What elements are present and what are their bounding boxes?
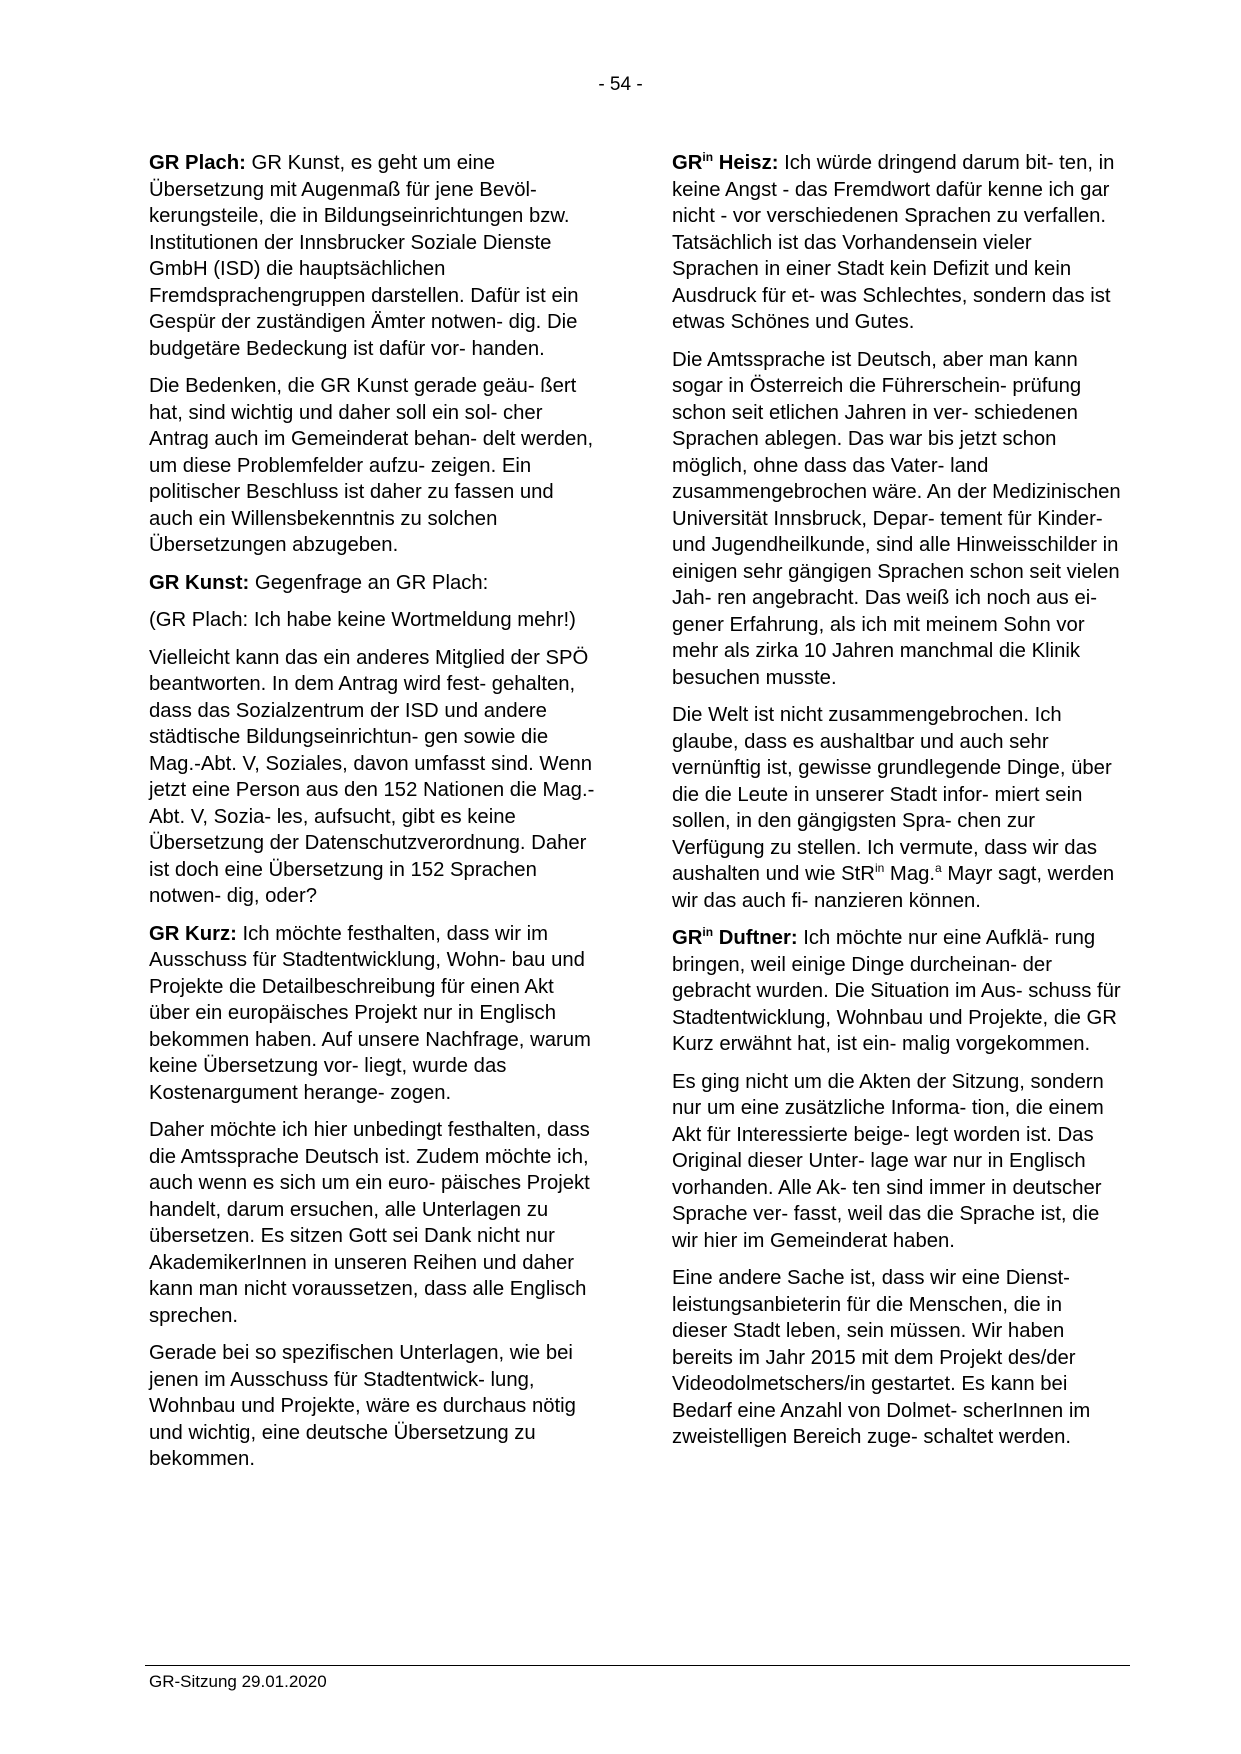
speaker-name: GR Kurz: [149,922,237,945]
paragraph-kunst [149,570,599,597]
footer-divider [145,1665,1130,1666]
right-column [672,150,1122,1462]
speaker-surname: Duftner: [713,927,798,949]
paragraph-text: Gegenfrage an GR Plach: [249,571,489,594]
speaker-title-superscript: in [702,150,714,165]
paragraph [672,702,1122,914]
paragraph-kurz [149,921,599,1107]
left-column [149,150,599,1484]
speaker-surname: Heisz: [713,152,779,174]
speaker-title-superscript: in [702,925,714,940]
speaker-name [672,152,778,174]
paragraph-text: Ich möchte nur eine Aufklä- rung bringen, weil einige Dinge durcheinan- der gebracht wurden. Die Situation im Aus- schuss für Stadtentwicklung, Wohnbau und Projekte, die GR Kurz erwähnt hat, ist ein- malig vorgekommen. [672,927,1121,1055]
paragraph-text: Mag. [884,863,936,885]
paragraph-interjection: (GR Plach: Ich habe keine Wortmeldung mehr!) [149,609,576,631]
footer-session-date: GR-Sitzung 29.01.2020 [149,1672,327,1691]
paragraph-text: Ich würde dringend darum bit- ten, in keine Angst - das Fremdwort dafür kenne ich gar nicht - vor verschiedenen Sprachen zu verfallen. Tatsächlich ist das Vorhandensein vieler Sprachen in einer Stadt kein Defizit und kein Ausdruck für et- was Schlechtes, sondern das ist etwas Schönes und Gutes. [672,152,1115,333]
page-number: - 54 - [598,74,643,95]
paragraph: Die Bedenken, die GR Kunst gerade geäu- ßert hat, sind wichtig und daher soll ein sol- cher Antrag auch im Gemeinderat behan- delt werden, um diese Problemfelder aufzu- zeigen. Ein politischer Beschluss ist daher zu fassen und auch ein Willensbekenntnis zu solchen Übersetzungen abzugeben. [149,375,594,556]
paragraph-heisz [672,150,1122,336]
speaker-title: GR [672,927,703,949]
paragraph: Daher möchte ich hier unbedingt festhalten, dass die Amtssprache Deutsch ist. Zudem möchte ich, auch wenn es sich um ein euro- päisches Projekt handelt, darum ersuchen, alle Unterlagen zu übersetzen. Es sitzen Gott sei Dank nicht nur AkademikerInnen in unseren Reihen und daher kann man nicht voraussetzen, dass alle Englisch sprechen. [149,1119,590,1327]
superscript: in [874,861,885,876]
paragraph: Es ging nicht um die Akten der Sitzung, sondern nur um eine zusätzliche Informa- tion, die einem Akt für Interessierte beige- legt worden ist. Das Original dieser Unter- lage war nur in Englisch vorhanden. Alle Ak- ten sind immer in deutscher Sprache ver- fasst, weil das die Sprache ist, die wir hier im Gemeinderat haben. [672,1070,1104,1252]
speaker-name [672,927,798,949]
speaker-title: GR [672,152,703,174]
paragraph-text: Mayr sagt, werden wir das auch fi- nanzieren können. [672,863,1115,912]
speaker-name: GR Plach: [149,152,246,174]
paragraph: Gerade bei so spezifischen Unterlagen, wie bei jenen im Ausschuss für Stadtentwick- lung, Wohnbau und Projekte, wäre es durchaus nötig und wichtig, eine deutsche Übersetzung zu bekommen. [149,1342,576,1470]
paragraph-plach [149,150,599,362]
paragraph-text: Die Welt ist nicht zusammengebrochen. Ich glaube, dass es aushaltbar und auch sehr vernünftig ist, gewisse grundlegende Dinge, über die die Leute in unserer Stadt infor- miert sein sollen, in den gängigsten Spra- chen zur Verfügung zu stellen. Ich vermute, dass wir das aushalten und wie StR [672,704,1112,885]
paragraph-text: Ich möchte festhalten, dass wir im Ausschuss für Stadtentwicklung, Wohn- bau und Projekte die Detailbeschreibung für einen Akt über ein europäisches Projekt nur in Englisch bekommen haben. Auf unsere Nachfrage, warum keine Übersetzung vor- liegt, wurde das Kostenargument herange- zogen. [149,922,591,1104]
paragraph-duftner [672,925,1122,1058]
superscript: a [935,861,942,876]
paragraph: Eine andere Sache ist, dass wir eine Dienst- leistungsanbieterin für die Menschen, die in dieser Stadt leben, sein müssen. Wir haben bereits im Jahr 2015 mit dem Projekt des/der Videodolmetschers/in gestartet. Es kann bei Bedarf eine Anzahl von Dolmet- scherInnen im zweistelligen Bereich zuge- schaltet werden. [672,1267,1091,1448]
paragraph: Vielleicht kann das ein anderes Mitglied der SPÖ beantworten. In dem Antrag wird fest- gehalten, dass das Sozialzentrum der ISD und andere städtische Bildungseinrichtun- gen sowie die Mag.-Abt. V, Soziales, davon umfasst sind. Wenn jetzt eine Person aus den 152 Nationen die Mag.-Abt. V, Sozia- les, aufsucht, gibt es keine Übersetzung der Datenschutzverordnung. Daher ist doch eine Übersetzung in 152 Sprachen notwen- dig, oder? [149,646,595,907]
paragraph-text: GR Kunst, es geht um eine Übersetzung mit Augenmaß für jene Bevöl- kerungsteile, die in Bildungseinrichtungen bzw. Institutionen der Innsbrucker Soziale Dienste GmbH (ISD) die hauptsächlichen Fremdsprachengruppen darstellen. Dafür ist ein Gespür der zuständigen Ämter notwen- dig. Die budgetäre Bedeckung ist dafür vor- handen. [149,152,579,360]
speaker-name: GR Kunst: [149,571,250,594]
paragraph: Die Amtssprache ist Deutsch, aber man kann sogar in Österreich die Führerschein- prüfung schon seit etlichen Jahren in ver- schiedenen Sprachen ablegen. Das war bis jetzt schon möglich, ohne dass das Vater- land zusammengebrochen wäre. An der Medizinischen Universität Innsbruck, Depar- tement für Kinder- und Jugendheilkunde, sind alle Hinweisschilder in einigen sehr gängigen Sprachen schon seit vielen Jah- ren angebracht. Das weiß ich noch aus ei- gener Erfahrung, als ich mit meinem Sohn vor mehr als zirka 10 Jahren manchmal die Klinik besuchen musste. [672,348,1121,689]
